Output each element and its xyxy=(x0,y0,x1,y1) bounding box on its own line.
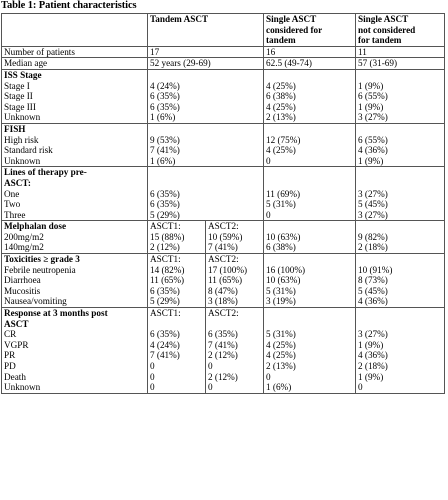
table-caption: Table 1: Patient characteristics xyxy=(1,0,137,11)
toxicities-labels xyxy=(2,254,148,308)
melphalan-group xyxy=(2,221,445,254)
number-of-patients-row xyxy=(2,46,445,58)
section-title: Lines of therapy pre- xyxy=(4,167,87,178)
row-label: Number of patients xyxy=(2,46,148,58)
cell-single-not-considered: 57 (31-69) xyxy=(356,58,445,70)
toxicities-single-considered: 16 (100%) 10 (63%) 5 (31%) 3 (19%) xyxy=(264,254,356,308)
row-label: Diarrhoea xyxy=(4,275,41,286)
row-label: Death xyxy=(4,371,26,382)
toxicities-asct1: ASCT1: 14 (82%) 11 (65%) 6 (35%) 5 (29%) xyxy=(148,254,206,308)
row-label: Stage III xyxy=(4,101,36,112)
toxicities-group xyxy=(2,254,445,308)
toxicities-asct2: ASCT2: 17 (100%) 11 (65%) 8 (47%) 3 (18%) xyxy=(206,254,264,308)
response-single-not-considered: 3 (27%) 1 (9%) 4 (36%) 2 (18%) 1 (9%) 0 xyxy=(356,308,445,394)
cell-single-considered: 62.5 (49-74) xyxy=(264,58,356,70)
row-label: PD xyxy=(4,361,16,371)
fish-single-not-considered: 6 (55%) 4 (36%) 1 (9%) xyxy=(356,123,445,166)
section-title: ISS Stage xyxy=(4,69,42,80)
iss-stage-single-not-considered: 1 (9%) 6 (55%) 1 (9%) 3 (27%) xyxy=(356,69,445,123)
section-title: ASCT: xyxy=(4,177,31,188)
lines-of-therapy-single-not-considered: 3 (27%) 5 (45%) 3 (27%) xyxy=(356,167,445,221)
row-label: Unknown xyxy=(4,112,41,123)
row-label: Stage I xyxy=(4,80,30,91)
section-title: ASCT xyxy=(4,318,29,329)
section-title: FISH xyxy=(4,123,26,134)
row-label: Unknown xyxy=(4,382,41,393)
row-label: PR xyxy=(4,350,16,361)
toxicities-single-not-considered: 10 (91%) 8 (73%) 5 (45%) 4 (36%) xyxy=(356,254,445,308)
iss-stage-tandem: 4 (24%) 6 (35%) 6 (35%) 1 (6%) xyxy=(148,69,264,123)
header-tandem: Tandem ASCT xyxy=(148,14,264,47)
row-label: 200mg/m2 xyxy=(4,231,44,242)
section-title: Toxicities ≥ grade 3 xyxy=(4,254,80,265)
row-label: 140mg/m2 xyxy=(4,242,44,253)
header-single-not-considered: Single ASCT not considered for tandem xyxy=(356,14,445,47)
melphalan-asct1: ASCT1: 15 (88%) 2 (12%) xyxy=(148,221,206,254)
cell-single-considered: 16 xyxy=(264,46,356,58)
response-labels xyxy=(2,308,148,394)
row-label: Unknown xyxy=(4,155,41,166)
row-label: Median age xyxy=(2,58,148,70)
header-row xyxy=(2,14,445,47)
lines-of-therapy-labels xyxy=(2,167,148,221)
row-label: One xyxy=(4,188,20,199)
melphalan-single-not-considered: 9 (82%) 2 (18%) xyxy=(356,221,445,254)
response-asct1: ASCT1: 6 (35%) 4 (24%) 7 (41%) 0 0 0 xyxy=(148,308,206,394)
row-label: Nausea/vomiting xyxy=(4,296,67,307)
row-label: Three xyxy=(4,209,26,220)
lines-of-therapy-single-considered: 11 (69%) 5 (31%) 0 xyxy=(264,167,356,221)
section-title: Response at 3 months post xyxy=(4,308,108,319)
section-title: Melphalan dose xyxy=(4,221,67,232)
header-blank xyxy=(2,14,148,47)
melphalan-asct2: ASCT2: 10 (59%) 7 (41%) xyxy=(206,221,264,254)
response-group xyxy=(2,308,445,394)
patient-characteristics-table xyxy=(1,13,445,394)
lines-of-therapy-tandem: 6 (35%) 6 (35%) 5 (29%) xyxy=(148,167,264,221)
response-asct2: ASCT2: 6 (35%) 7 (41%) 2 (12%) 0 2 (12%) 0 xyxy=(206,308,264,394)
fish-tandem: 9 (53%) 7 (41%) 1 (6%) xyxy=(148,123,264,166)
median-age-row xyxy=(2,58,445,70)
header-single-considered: Single ASCT considered for tandem xyxy=(264,14,356,47)
lines-of-therapy-group xyxy=(2,167,445,221)
iss-stage-labels xyxy=(2,69,148,123)
melphalan-labels xyxy=(2,221,148,254)
row-label: Febrile neutropenia xyxy=(4,264,76,275)
row-label: Mucositis xyxy=(4,285,41,296)
cell-tandem: 17 xyxy=(148,46,264,58)
fish-labels xyxy=(2,123,148,166)
fish-single-considered: 12 (75%) 4 (25%) 0 xyxy=(264,123,356,166)
iss-stage-single-considered: 4 (25%) 6 (38%) 4 (25%) 2 (13%) xyxy=(264,69,356,123)
melphalan-single-considered: 10 (63%) 6 (38%) xyxy=(264,221,356,254)
row-label: High risk xyxy=(4,134,39,145)
cell-tandem: 52 years (29-69) xyxy=(148,58,264,70)
row-label: Two xyxy=(4,199,21,210)
row-label: CR xyxy=(4,329,17,340)
row-label: Standard risk xyxy=(4,145,53,156)
cell-single-not-considered: 11 xyxy=(356,46,445,58)
row-label: VGPR xyxy=(4,339,29,350)
iss-stage-group xyxy=(2,69,445,123)
fish-group xyxy=(2,123,445,166)
response-single-considered: 5 (31%) 4 (25%) 4 (25%) 2 (13%) 0 1 (6%) xyxy=(264,308,356,394)
row-label: Stage II xyxy=(4,91,33,102)
